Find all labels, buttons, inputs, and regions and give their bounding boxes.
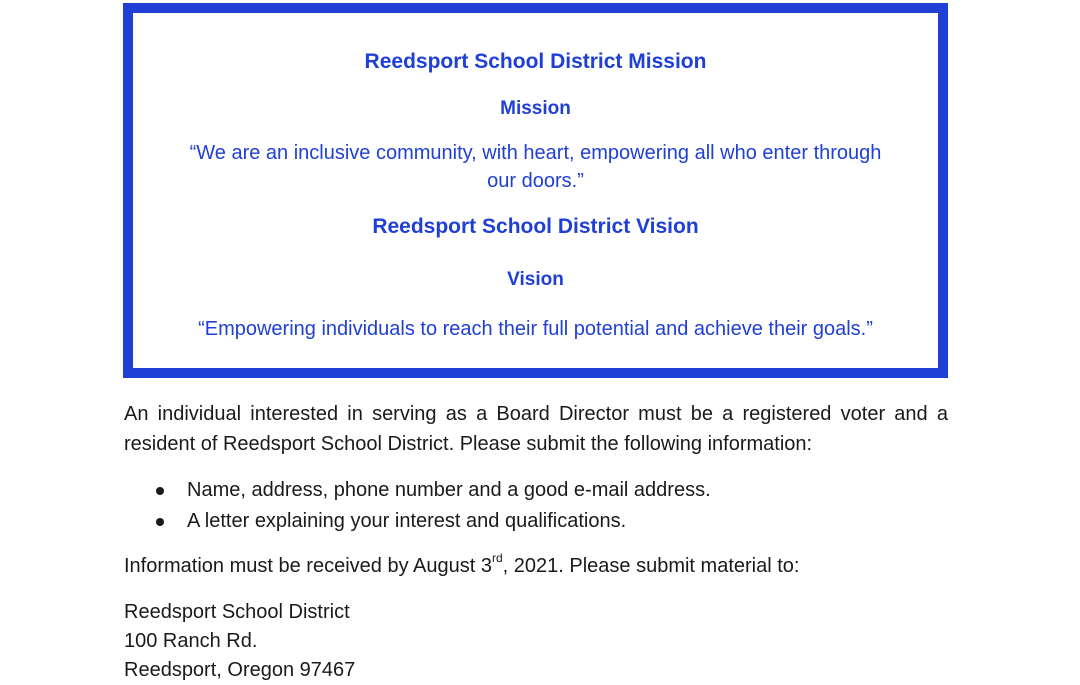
mission-heading: Reedsport School District Mission bbox=[364, 50, 707, 73]
mailing-address bbox=[124, 598, 355, 685]
intro-line2: resident of Reedsport School District. Please submit the following information: bbox=[124, 433, 813, 455]
list-item bbox=[124, 475, 948, 506]
vision-label: Vision bbox=[507, 269, 564, 290]
deadline-text bbox=[124, 551, 948, 581]
requirements-list bbox=[124, 475, 948, 537]
vision-heading: Reedsport School District Vision bbox=[372, 215, 699, 238]
mission-quote-line1: “We are an inclusive community, with heart, empowering all who enter through bbox=[189, 142, 882, 164]
bullet-icon bbox=[156, 518, 164, 526]
requirement-letter: A letter explaining your interest and qualifications. bbox=[187, 510, 627, 532]
address-line2: 100 Ranch Rd. bbox=[124, 630, 258, 652]
intro-line1: An individual interested in serving as a Board Director must be a registered voter and a bbox=[124, 403, 948, 425]
deadline-suffix: rd bbox=[491, 551, 503, 566]
address-line3: Reedsport, Oregon 97467 bbox=[124, 659, 356, 681]
vision-quote: “Empowering individuals to reach their full potential and achieve their goals.” bbox=[198, 318, 873, 340]
mission-vision-box bbox=[123, 3, 948, 378]
address-line1: Reedsport School District bbox=[124, 601, 350, 623]
requirement-contact-info: Name, address, phone number and a good e-mail address. bbox=[187, 479, 711, 501]
mission-label: Mission bbox=[500, 98, 571, 119]
bullet-icon bbox=[156, 487, 164, 495]
list-item bbox=[124, 506, 948, 537]
deadline-prefix: Information must be received by August 3 bbox=[124, 555, 492, 577]
deadline-rest: , 2021. Please submit material to: bbox=[502, 555, 800, 577]
mission-quote-line2: our doors.” bbox=[487, 170, 584, 192]
